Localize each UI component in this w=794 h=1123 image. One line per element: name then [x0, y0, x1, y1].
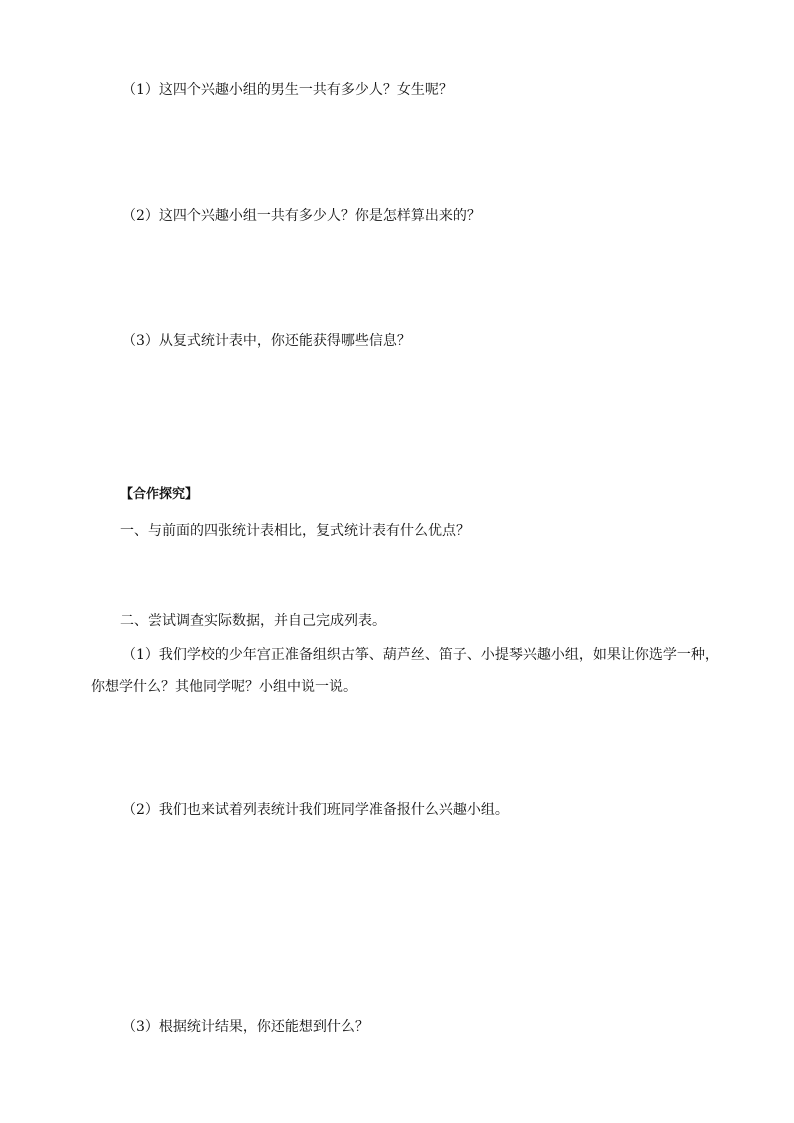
question-1: （1）这四个兴趣小组的男生一共有多少人？女生呢？: [122, 82, 453, 98]
sub-question-1-line-2: 你想学什么？其他同学呢？小组中说一说。: [91, 679, 357, 695]
sub-question-3: （3）根据统计结果，你还能想到什么？: [122, 1019, 369, 1035]
sub-question-2: （2）我们也来试着列表统计我们班同学准备报什么兴趣小组。: [122, 802, 509, 818]
section-heading: 【合作探究】: [120, 487, 199, 502]
section-item-2: 二、尝试调查实际数据，并自己完成列表。: [120, 613, 386, 629]
question-3: （3）从复式统计表中，你还能获得哪些信息？: [122, 333, 411, 349]
question-2: （2）这四个兴趣小组一共有多少人？你是怎样算出来的？: [122, 208, 481, 224]
section-item-1: 一、与前面的四张统计表相比，复式统计表有什么优点？: [120, 523, 470, 539]
sub-question-1-line-1: （1）我们学校的少年宫正准备组织古筝、葫芦丝、笛子、小提琴兴趣小组，如果让你选学一种，: [122, 647, 719, 663]
